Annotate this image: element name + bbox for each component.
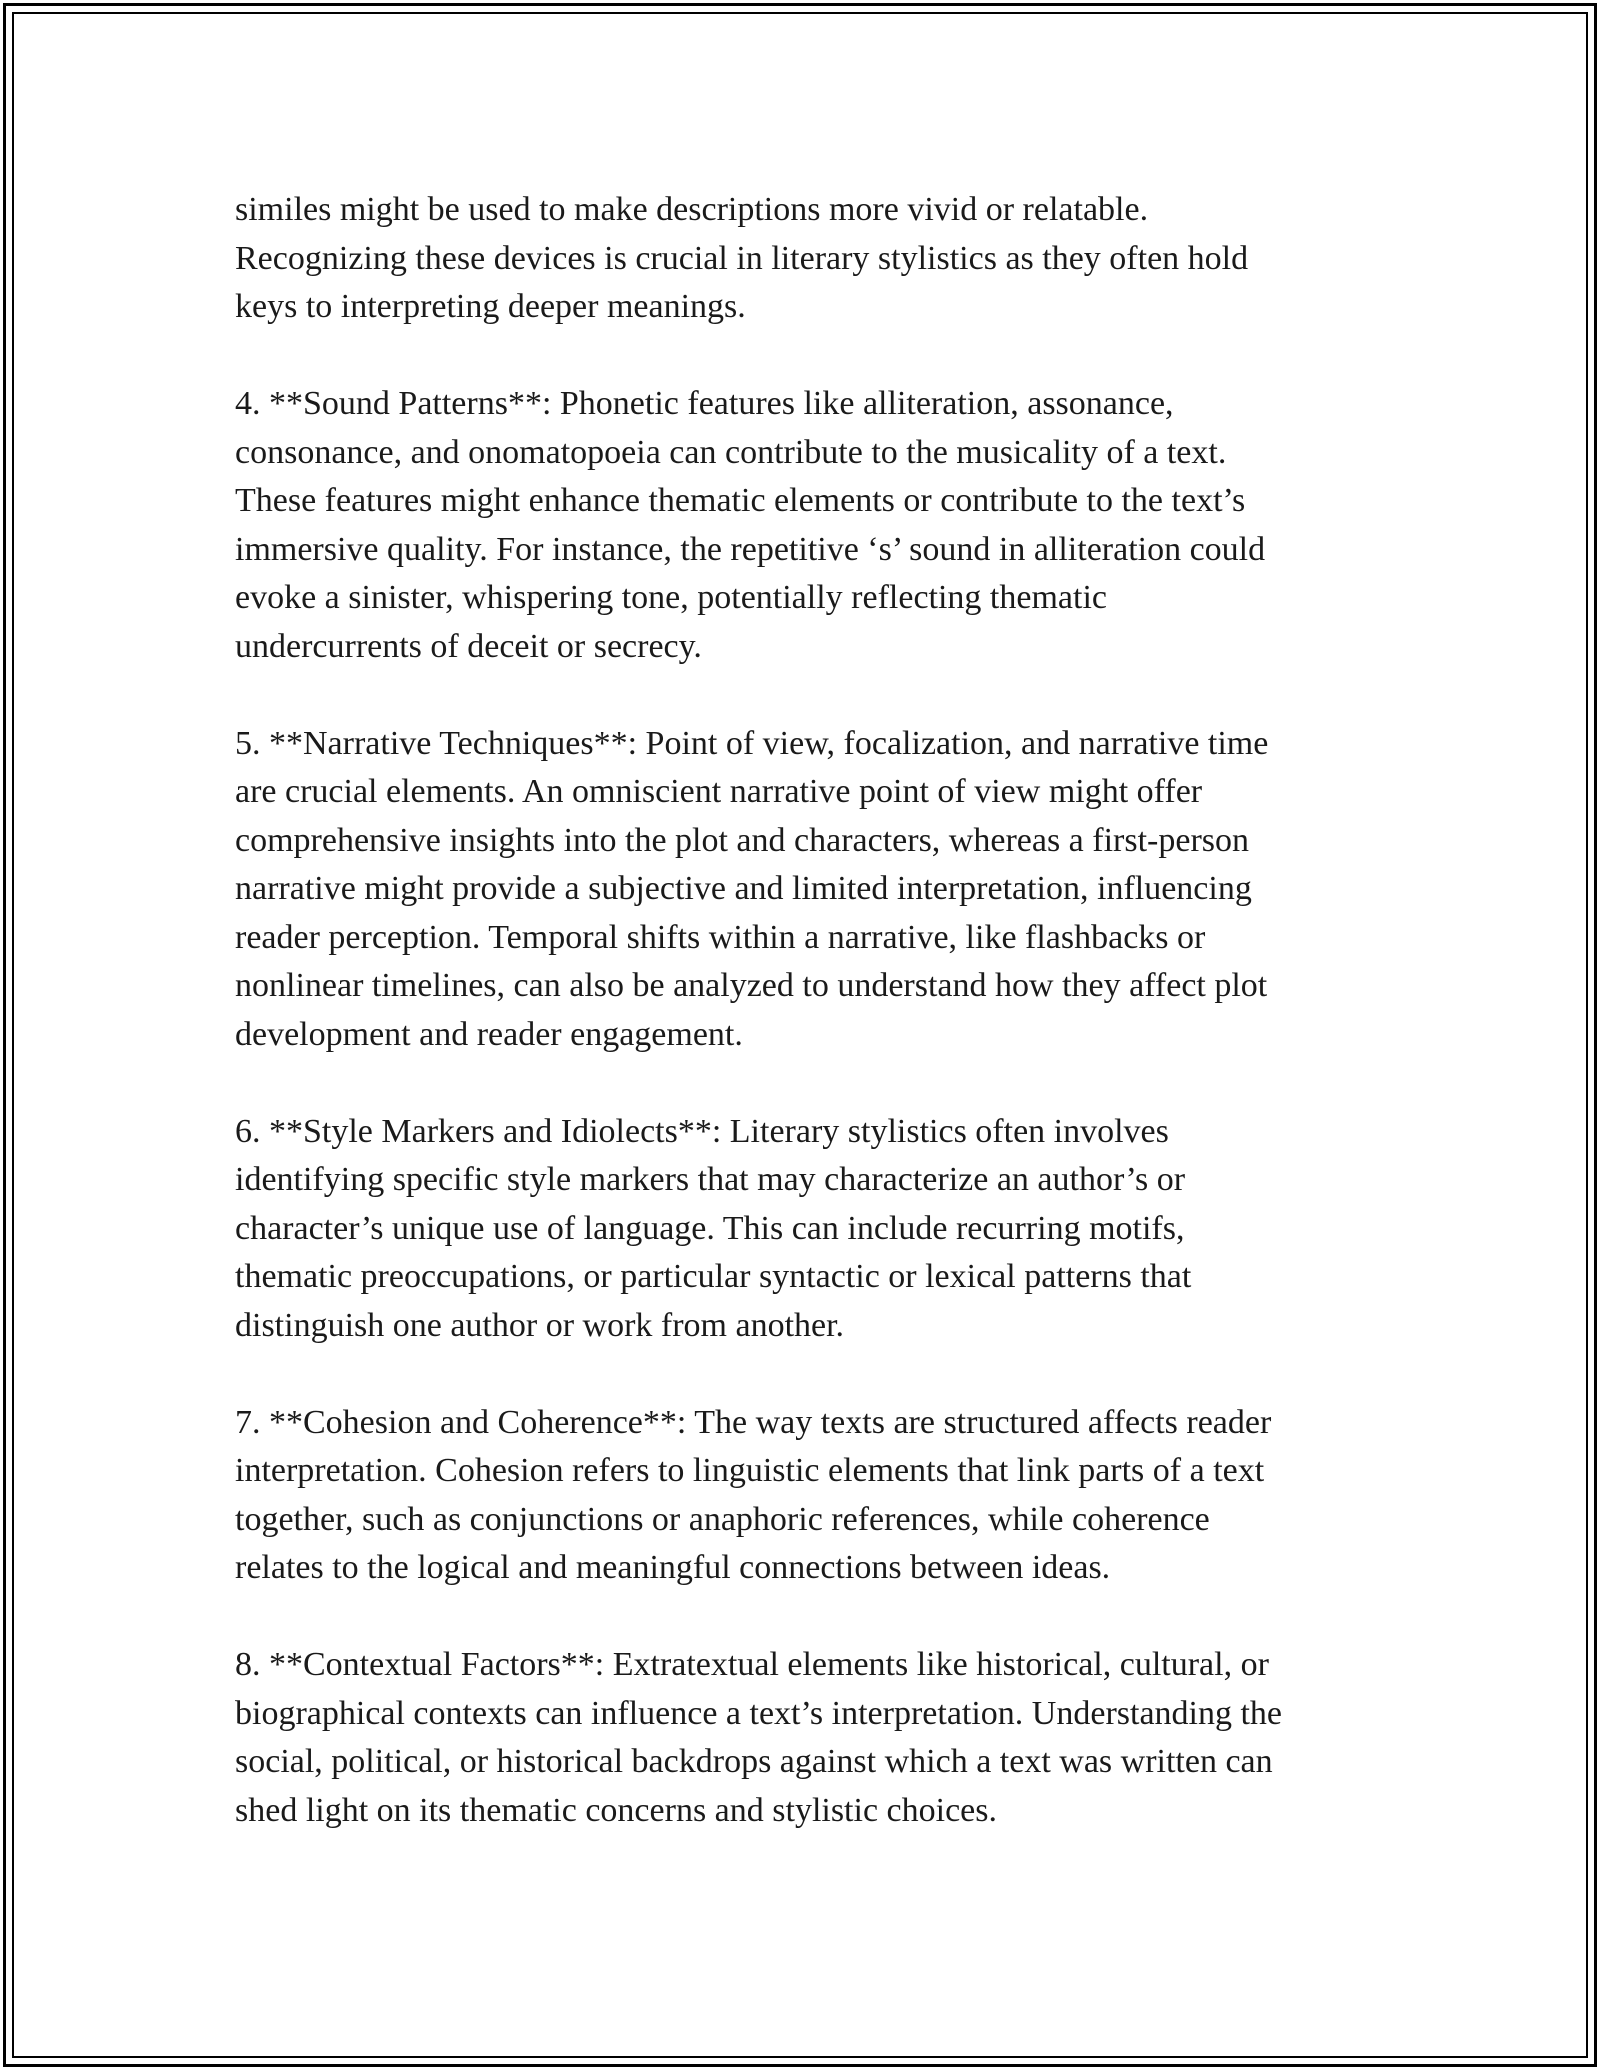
text-line: identifying specific style markers that may characterize an author’s or [235, 1161, 1186, 1198]
paragraph-contextual-factors [235, 1641, 1385, 1835]
text-line: biographical contexts can influence a text’s interpretation. Understanding the [235, 1694, 1283, 1732]
text-line: 8. **Contextual Factors**: Extratextual elements like historical, cultural, or [235, 1646, 1269, 1683]
text-line: similes might be used to make descriptions more vivid or relatable. [235, 191, 1149, 228]
text-line: relates to the logical and meaningful connections between ideas. [235, 1549, 1111, 1586]
text-line: thematic preoccupations, or particular syntactic or lexical patterns that [235, 1258, 1192, 1295]
text-line: immersive quality. For instance, the repetitive ‘s’ sound in alliteration could [235, 530, 1266, 568]
text-line: comprehensive insights into the plot and characters, whereas a first-person [235, 821, 1250, 859]
text-line: 4. **Sound Patterns**: Phonetic features like alliteration, assonance, [235, 385, 1174, 422]
paragraph-style-markers [235, 1108, 1385, 1351]
text-line: consonance, and onomatopoeia can contribute to the musicality of a text. [235, 433, 1227, 471]
text-line: are crucial elements. An omniscient narrative point of view might offer [235, 773, 1203, 810]
document-body [235, 186, 1385, 1884]
text-line: 5. **Narrative Techniques**: Point of view, focalization, and narrative time [235, 724, 1269, 762]
text-line: narrative might provide a subjective and limited interpretation, influencing [235, 870, 1252, 907]
text-line: These features might enhance thematic elements or contribute to the text’s [235, 482, 1246, 519]
text-line: development and reader engagement. [235, 1015, 743, 1053]
text-line: 7. **Cohesion and Coherence**: The way texts are structured affects reader [235, 1403, 1272, 1441]
text-line: distinguish one author or work from another. [235, 1306, 845, 1344]
text-line: nonlinear timelines, can also be analyzed to understand how they affect plot [235, 967, 1268, 1004]
text-line: reader perception. Temporal shifts within a narrative, like flashbacks or [235, 918, 1206, 956]
text-line: undercurrents of deceit or secrecy. [235, 627, 702, 665]
paragraph-similes [235, 186, 1385, 332]
text-line: 6. **Style Markers and Idiolects**: Literary stylistics often involves [235, 1112, 1169, 1150]
paragraph-narrative-techniques [235, 720, 1385, 1060]
text-line: character’s unique use of language. This can include recurring motifs, [235, 1209, 1185, 1247]
text-line: evoke a sinister, whispering tone, potentially reflecting thematic [235, 579, 1107, 616]
paragraph-sound-patterns [235, 380, 1385, 671]
paragraph-cohesion-coherence [235, 1399, 1385, 1593]
text-line: Recognizing these devices is crucial in literary stylistics as they often hold [235, 239, 1249, 277]
text-line: keys to interpreting deeper meanings. [235, 288, 746, 325]
text-line: together, such as conjunctions or anaphoric references, while coherence [235, 1500, 1210, 1538]
text-line: interpretation. Cohesion refers to linguistic elements that link parts of a text [235, 1452, 1265, 1489]
text-line: shed light on its thematic concerns and stylistic choices. [235, 1791, 997, 1829]
text-line: social, political, or historical backdrops against which a text was written can [235, 1743, 1273, 1780]
